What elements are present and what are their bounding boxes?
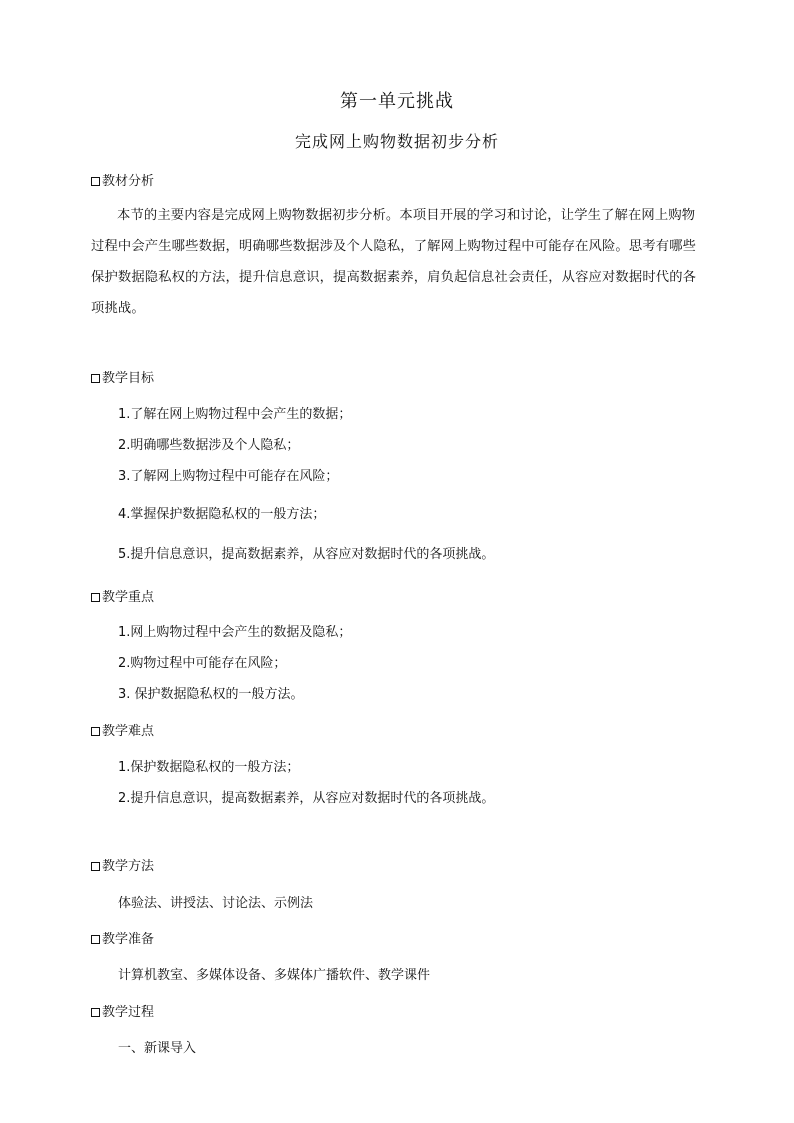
section-heading-objectives [91,371,154,387]
section-heading-process [91,1005,154,1021]
objective-item: 1.了解在网上购物过程中会产生的数据； [118,407,352,422]
objective-item: 5.提升信息意识，提高数据素养，从容应对数据时代的各项挑战。 [118,547,495,562]
key-point-item: 1.网上购物过程中会产生的数据及隐私； [118,625,352,640]
heading-label: 教学过程 [102,1005,155,1020]
process-text: 一、新课导入 [118,1041,197,1056]
page-title: 第一单元挑战 [340,91,454,112]
objective-item: 2.明确哪些数据涉及个人隐私； [118,438,300,453]
objective-item: 3.了解网上购物过程中可能存在风险； [118,469,339,484]
checkbox-icon [91,862,100,871]
checkbox-icon [91,935,100,944]
heading-label: 教学难点 [102,724,155,739]
heading-label: 教学重点 [102,590,155,605]
page-subtitle: 完成网上购物数据初步分析 [294,132,499,151]
preparation-text: 计算机教室、多媒体设备、多媒体广播软件、教学课件 [118,968,431,983]
section-heading-preparation [91,932,154,948]
difficulty-item: 2.提升信息意识，提高数据素养，从容应对数据时代的各项挑战。 [118,791,495,806]
checkbox-icon [91,374,100,383]
section-heading-methods [91,859,154,875]
heading-label: 教学准备 [102,932,155,947]
heading-label: 教学目标 [102,371,155,386]
checkbox-icon [91,1008,100,1017]
checkbox-icon [91,593,100,602]
checkbox-icon [91,727,100,736]
key-point-item: 2.购物过程中可能存在风险； [118,656,287,671]
objective-item: 4.掌握保护数据隐私权的一般方法； [118,507,326,522]
key-point-item: 3. 保护数据隐私权的一般方法。 [118,687,304,702]
heading-label: 教学方法 [102,859,155,874]
heading-label: 教材分析 [102,174,155,189]
methods-text: 体验法、讲授法、讨论法、示例法 [118,896,314,911]
section-heading-difficulties [91,724,154,740]
section-heading-key-points [91,590,154,606]
section-heading-analysis [91,174,154,190]
difficulty-item: 1.保护数据隐私权的一般方法； [118,760,300,775]
analysis-paragraph: 本节的主要内容是完成网上购物数据初步分析。本项目开展的学习和讨论，让学生了解在网上购物过程中会产生哪些数据，明确哪些数据涉及个人隐私，了解网上购物过程中可能存在风险。思考有哪些保护数据隐私权的方法，提升信息意识，提高数据素养，肩负起信息社会责任，从容应对数据时代的各项挑战。 [91,208,697,316]
checkbox-icon [91,177,100,186]
